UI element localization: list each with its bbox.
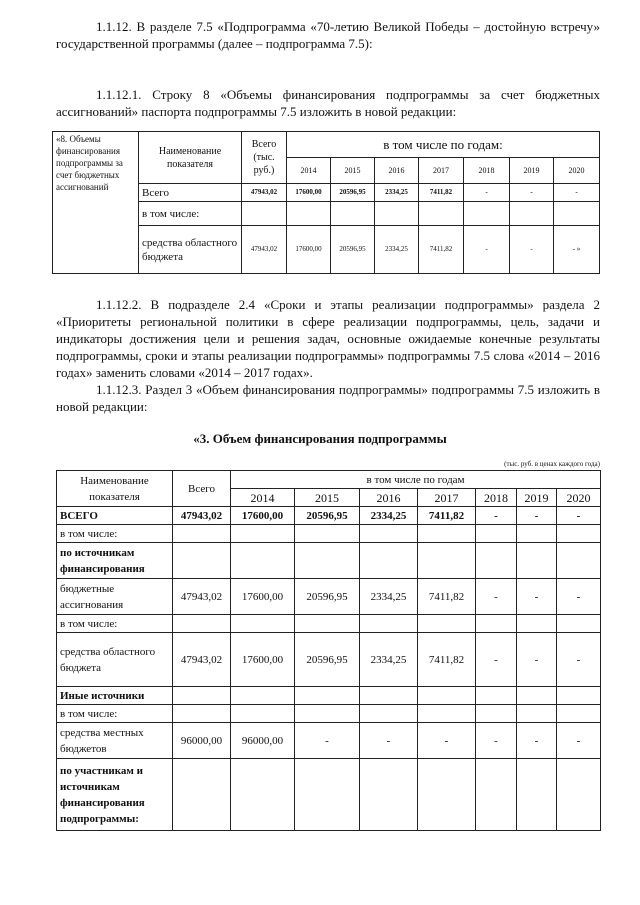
passport-row-label: «8. Объемы финансирования подпрограммы за счет бюджетных ассигнований — [53, 132, 139, 274]
col-header-total: Всего — [173, 471, 231, 507]
row-label: в том числе: — [139, 202, 242, 226]
cell-value: 7411,82 — [419, 226, 464, 274]
table-row — [57, 687, 601, 705]
cell-value: - — [295, 723, 360, 759]
table-row — [57, 705, 601, 723]
year-header: 2019 — [510, 158, 554, 184]
cell-value: 17600,00 — [231, 579, 295, 615]
col-header-name: Наименование показателя — [57, 471, 173, 507]
cell-value: 17600,00 — [231, 507, 295, 525]
unit-note: (тыс. руб. в ценах каждого года) — [504, 460, 600, 468]
cell-value: - — [476, 723, 517, 759]
cell-value: 7411,82 — [419, 184, 464, 202]
cell-value: - — [557, 633, 601, 687]
cell-value: 20596,95 — [295, 579, 360, 615]
section-title: «3. Объем финансирования подпрограммы — [193, 431, 447, 446]
year-header: 2014 — [231, 489, 295, 507]
cell-total: 96000,00 — [173, 723, 231, 759]
cell-value: - — [554, 184, 600, 202]
table-row — [57, 579, 601, 615]
cell-value: - — [517, 723, 557, 759]
cell-value: - — [557, 723, 601, 759]
col-header-name: Наименование показателя — [139, 132, 242, 184]
paragraph-1: 1.1.12. В разделе 7.5 «Подпрограмма «70-летию Великой Победы – достойную встречу» государственной программы (далее – подпрограмма 7.5): — [56, 19, 600, 51]
year-header: 2015 — [331, 158, 375, 184]
cell-value: - — [510, 226, 554, 274]
passport-funding-table — [52, 131, 600, 274]
cell-value: 2334,25 — [360, 579, 418, 615]
row-label: по участникам и источникам финансирования подпрограммы: — [57, 759, 173, 831]
cell-value: 20596,95 — [331, 226, 375, 274]
subprogram-funding-table — [56, 470, 601, 831]
table-row — [57, 525, 601, 543]
cell-value: - » — [554, 226, 600, 274]
row-label: Иные источники — [57, 687, 173, 705]
year-header: 2018 — [464, 158, 510, 184]
cell-value: - — [517, 507, 557, 525]
cell-value: 17600,00 — [287, 226, 331, 274]
table-row — [57, 723, 601, 759]
year-header: 2017 — [418, 489, 476, 507]
cell-value: 7411,82 — [418, 633, 476, 687]
cell-value: 17600,00 — [287, 184, 331, 202]
col-header-years: в том числе по годам: — [287, 132, 600, 158]
row-label: средства местных бюджетов — [57, 723, 173, 759]
cell-total: 47943,02 — [242, 184, 287, 202]
year-header: 2014 — [287, 158, 331, 184]
year-header: 2020 — [557, 489, 601, 507]
table-row — [57, 543, 601, 579]
cell-total: 47943,02 — [173, 633, 231, 687]
cell-value: - — [557, 507, 601, 525]
row-label: в том числе: — [57, 615, 173, 633]
cell-value: - — [557, 579, 601, 615]
cell-total: 47943,02 — [242, 226, 287, 274]
cell-value: - — [360, 723, 418, 759]
cell-value: - — [517, 579, 557, 615]
row-label: по источникам финансирования — [57, 543, 173, 579]
year-header: 2017 — [419, 158, 464, 184]
year-header: 2020 — [554, 158, 600, 184]
paragraph-3: 1.1.12.2. В подразделе 2.4 «Сроки и этапы реализации подпрограммы» раздела 2 «Приоритеты региональной политики в сфере реализации подпрограммы, цель, задачи и индикаторы достижения цели и решения задач, основные ожидаемые конечные результаты подпрограммы, сроки и этапы реализации подпрограммы» подпрограммы 7.5 слова «2014 – 2016 годах» заменить словами «2014 – 2017 годах». — [56, 297, 600, 380]
cell-value: - — [476, 507, 517, 525]
cell-value: - — [464, 226, 510, 274]
cell-value: 2334,25 — [375, 184, 419, 202]
row-label: средства областного бюджета — [139, 226, 242, 274]
row-label: средства областного бюджета — [57, 633, 173, 687]
year-header: 2016 — [375, 158, 419, 184]
cell-value: - — [476, 579, 517, 615]
row-label: бюджетные ассигнования — [57, 579, 173, 615]
cell-value: 2334,25 — [360, 633, 418, 687]
col-header-total: Всего (тыс. руб.) — [242, 132, 287, 184]
table-row — [57, 759, 601, 831]
cell-value: 20596,95 — [295, 507, 360, 525]
row-label: ВСЕГО — [57, 507, 173, 525]
cell-total: 47943,02 — [173, 579, 231, 615]
year-header: 2018 — [476, 489, 517, 507]
cell-value: - — [476, 633, 517, 687]
cell-value: - — [464, 184, 510, 202]
paragraph-2: 1.1.12.1. Строку 8 «Объемы финансирования подпрограммы за счет бюджетных ассигнований» паспорта подпрограммы 7.5 изложить в новой редакции: — [56, 87, 600, 119]
cell-value: 17600,00 — [231, 633, 295, 687]
row-label: в том числе: — [57, 705, 173, 723]
cell-value: 2334,25 — [360, 507, 418, 525]
cell-total: 47943,02 — [173, 507, 231, 525]
cell-value: 7411,82 — [418, 507, 476, 525]
row-label: Всего — [139, 184, 242, 202]
cell-value: - — [510, 184, 554, 202]
cell-value: - — [517, 633, 557, 687]
cell-value: 20596,95 — [295, 633, 360, 687]
cell-value: 20596,95 — [331, 184, 375, 202]
table-row — [57, 633, 601, 687]
year-header: 2015 — [295, 489, 360, 507]
year-header: 2016 — [360, 489, 418, 507]
row-label: в том числе: — [57, 525, 173, 543]
table-row — [57, 507, 601, 525]
cell-value: 96000,00 — [231, 723, 295, 759]
year-header: 2019 — [517, 489, 557, 507]
cell-value: 7411,82 — [418, 579, 476, 615]
paragraph-4: 1.1.12.3. Раздел 3 «Объем финансирования подпрограммы» подпрограммы 7.5 изложить в новой редакции: — [56, 382, 600, 414]
col-header-years: в том числе по годам — [231, 471, 601, 489]
table-row — [57, 615, 601, 633]
cell-value: - — [418, 723, 476, 759]
cell-value: 2334,25 — [375, 226, 419, 274]
